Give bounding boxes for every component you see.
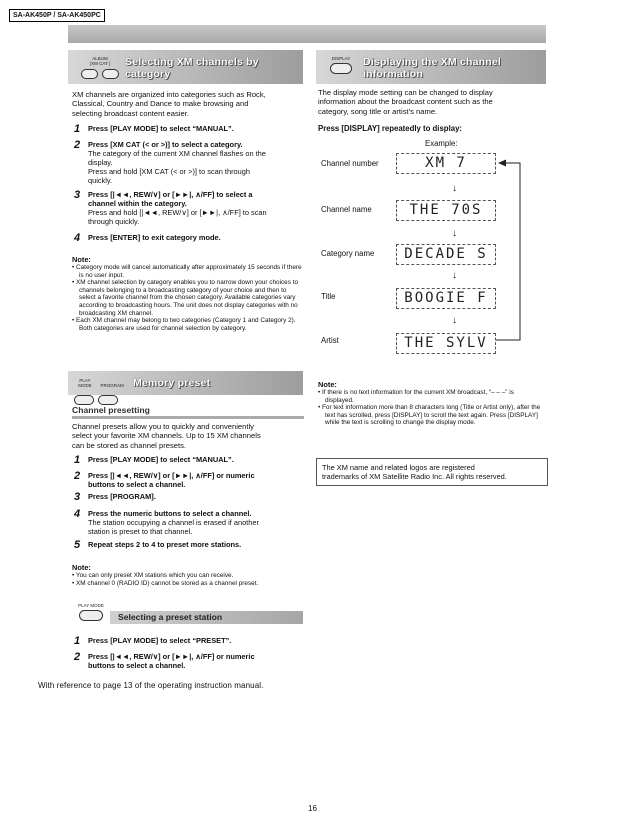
step-text: buttons to select a channel. — [88, 480, 186, 489]
album-xm-cat-button-icon — [79, 56, 121, 84]
intro-line: select your favorite XM channels. Up to 15 XM channels — [72, 431, 261, 441]
model-tag: SA-AK450P / SA-AK450PC — [9, 9, 105, 22]
step-text: Press [|◄◄, REW/∨] or [►►|, ∧/FF] to select a — [88, 190, 253, 199]
play-mode-button-icon — [79, 610, 103, 621]
note-item: • Each XM channel may belong to two categories (Category 1 and Category 2). Both categories are used for channel selection by category. — [72, 317, 296, 332]
category-notes — [72, 255, 304, 332]
note-item: • You can only preset XM stations which you can receive. — [72, 572, 234, 579]
step-detail: Press and hold [|◄◄, REW/∨] or [►►|, ∧/FF] to scan — [88, 208, 267, 217]
display-label: DISPLAY — [331, 56, 351, 61]
intro-line: The display mode setting can be changed to display — [318, 88, 493, 97]
program-label: PROGRAM — [100, 383, 124, 388]
preset-title: Selecting a preset station — [118, 612, 223, 622]
step-text: Press [|◄◄, REW/∨] or [►►|, ∧/FF] or numeric — [88, 652, 255, 661]
preset-step-2 — [74, 652, 314, 670]
note-item: • XM channel 0 (RADIO ID) cannot be stored as a channel preset. — [72, 579, 259, 587]
lcd-screen: BOOGIE F — [396, 288, 496, 309]
step-text: Press [PROGRAM]. — [88, 492, 156, 501]
category-intro — [72, 90, 307, 118]
step-detail: quickly. — [88, 176, 113, 185]
step-text: channel within the category. — [88, 199, 187, 208]
row-label: Channel number — [321, 159, 379, 168]
trademark-line: trademarks of XM Satellite Radio Inc. All rights reserved. — [322, 472, 507, 481]
intro-line: category, song title or artist’s name. — [318, 106, 438, 116]
lcd-screen: DECADE S — [396, 244, 496, 265]
display-title-line2: information — [363, 68, 423, 80]
memory-title: Memory preset — [133, 377, 211, 389]
step-number: 3 — [74, 491, 81, 503]
category-header — [68, 50, 303, 84]
step-number: 2 — [74, 651, 81, 663]
step-text: Press [ENTER] to exit category mode. — [88, 233, 221, 242]
step-text: buttons to select a channel. — [88, 661, 186, 670]
step-text: Repeat steps 2 to 4 to preset more stations. — [88, 540, 242, 549]
category-step-2 — [74, 140, 314, 185]
right-button-icon — [102, 69, 119, 79]
step-number: 4 — [74, 232, 81, 244]
step-number: 2 — [74, 470, 81, 482]
step-detail: The category of the current XM channel flashes on the — [88, 149, 266, 158]
display-button-icon — [330, 63, 352, 74]
step-text: Press [PLAY MODE] to select “PRESET”. — [88, 636, 232, 645]
category-step-3 — [74, 190, 314, 226]
step-number: 1 — [74, 635, 81, 647]
play-mode-label: PLAY MODE — [78, 378, 92, 388]
memory-step-3 — [74, 492, 314, 503]
note-item: • XM channel selection by category enables you to narrow down your choices to channels belonging to a broadcasting category of your choice and then to select a favorite channel from the chosen category. Available categories vary according to broadcasting hours. The unit does not display categories with no broadcasting XM channel. — [72, 279, 299, 317]
preset-step-1 — [74, 636, 314, 647]
preset-header — [72, 602, 303, 624]
down-arrow-icon: ↓ — [452, 228, 457, 239]
memory-header — [68, 371, 303, 395]
lcd-screen: THE SYLV — [396, 333, 496, 354]
category-step-4 — [74, 233, 314, 244]
row-label: Category name — [321, 249, 375, 258]
lcd-screen: THE 70S — [396, 200, 496, 221]
display-header — [316, 50, 546, 84]
step-text: Press the numeric buttons to select a channel. — [88, 509, 252, 518]
display-intro — [318, 88, 548, 116]
display-title-line1: Displaying the XM channel — [363, 56, 502, 68]
album-label: ALBUM — [92, 56, 108, 61]
step-detail: through quickly. — [88, 217, 140, 226]
channel-presetting-heading: Channel presetting — [72, 405, 304, 419]
down-arrow-icon: ↓ — [452, 270, 457, 281]
step-text: Press [|◄◄, REW/∨] or [►►|, ∧/FF] or numeric — [88, 471, 255, 480]
intro-line: Channel presets allow you to quickly and conveniently — [72, 422, 254, 431]
top-banner — [68, 25, 546, 43]
play-mode-button-icon — [74, 395, 94, 405]
left-button-icon — [81, 69, 98, 79]
down-arrow-icon: ↓ — [452, 315, 457, 326]
note-heading: Note: — [72, 255, 91, 264]
category-step-1 — [74, 124, 309, 135]
step-number: 5 — [74, 539, 81, 551]
intro-line: Classical, Country and Dance to make browsing and — [72, 99, 249, 109]
intro-line: XM channels are organized into categories such as Rock, — [72, 90, 266, 99]
lcd-screen: XM 7 — [396, 153, 496, 174]
note-item: • For text information more than 8 characters long (Title or Artist only), after the text has scrolled, press [DISPLAY] to scroll the text again. Press [DISPLAY] while the text is scrolling to change the display mode. — [318, 404, 541, 427]
step-number: 3 — [74, 189, 81, 201]
category-title-line2: category — [125, 68, 171, 80]
program-button-icon — [98, 395, 118, 405]
category-title-line1: Selecting XM channels by — [125, 56, 259, 68]
display-notes — [318, 380, 544, 427]
loop-arrow-icon — [494, 158, 526, 348]
step-number: 1 — [74, 454, 81, 466]
memory-step-1 — [74, 455, 314, 466]
note-heading: Note: — [72, 563, 91, 572]
step-text: Press [XM CAT (< or >)] to select a category. — [88, 140, 243, 149]
play-mode-label: PLAY MODE — [78, 603, 104, 608]
down-arrow-icon: ↓ — [452, 183, 457, 194]
memory-step-2 — [74, 471, 314, 489]
row-label: Title — [321, 292, 336, 301]
xm-cat-label: (XM CAT ) — [89, 61, 111, 66]
row-label: Channel name — [321, 205, 372, 214]
trademark-box — [316, 458, 548, 486]
note-heading: Note: — [318, 380, 337, 389]
step-text: Press [PLAY MODE] to select “MANUAL”. — [88, 455, 234, 464]
step-detail: Press and hold [XM CAT (< or >)] to scan through — [88, 167, 250, 176]
step-detail: The station occupying a channel is erased if another — [88, 518, 259, 527]
step-number: 2 — [74, 139, 81, 151]
memory-step-5 — [74, 540, 314, 551]
intro-line: can be stored as channel presets. — [72, 440, 186, 450]
page-number: 16 — [308, 804, 317, 813]
memory-step-4 — [74, 509, 314, 536]
example-label: Example: — [425, 139, 458, 148]
trademark-line: The XM name and related logos are registered — [322, 463, 475, 472]
intro-line: selecting broadcast content easier. — [72, 108, 189, 118]
memory-intro — [72, 422, 312, 450]
step-detail: display. — [88, 158, 113, 167]
display-instruction: Press [DISPLAY] repeatedly to display: — [318, 124, 463, 133]
note-item: • If there is no text information for the current XM broadcast, “– – –” is displayed. — [318, 389, 514, 404]
step-text: Press [PLAY MODE] to select “MANUAL”. — [88, 124, 234, 133]
row-label: Artist — [321, 336, 339, 345]
note-item: • Category mode will cancel automatically after approximately 15 seconds if there is no user input. — [72, 264, 302, 279]
step-number: 1 — [74, 123, 81, 135]
intro-line: information about the broadcast content such as the — [318, 97, 493, 107]
step-number: 4 — [74, 508, 81, 520]
step-detail: station is preset to that channel. — [88, 527, 193, 536]
footer-reference: With reference to page 13 of the operating instruction manual. — [38, 681, 264, 690]
memory-notes — [72, 563, 304, 587]
